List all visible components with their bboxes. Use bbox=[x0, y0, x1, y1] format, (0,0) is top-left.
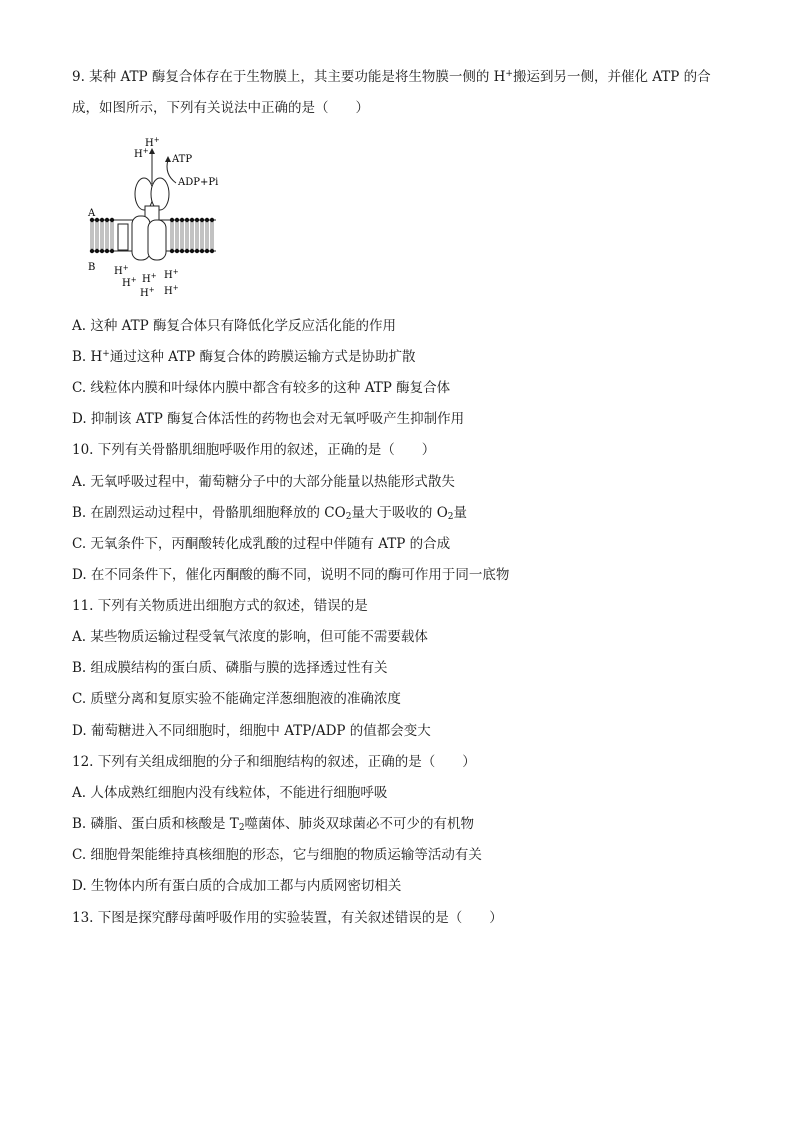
q9-option-c[interactable]: C. 线粒体内膜和叶绿体内膜中都含有较多的这种 ATP 酶复合体 bbox=[72, 380, 451, 396]
q12-option-d[interactable]: D. 生物体内所有蛋白质的合成加工都与内质网密切相关 bbox=[72, 878, 402, 894]
lipid-head bbox=[210, 218, 214, 222]
lipid-head bbox=[170, 249, 174, 253]
side-b-label: B bbox=[88, 262, 96, 273]
q11-option-c[interactable]: C. 质壁分离和复原实验不能确定洋葱细胞液的准确浓度 bbox=[72, 691, 401, 707]
q10-option-d[interactable]: D. 在不同条件下，催化丙酮酸的酶不同，说明不同的酶可作用于同一底物 bbox=[72, 567, 510, 583]
lipid-head bbox=[95, 249, 99, 253]
atp-synthase-diagram bbox=[84, 134, 224, 304]
diagram-h-top2: H+ bbox=[134, 147, 149, 160]
q12-option-c[interactable]: C. 细胞骨架能维持真核细胞的形态，它与细胞的物质运输等活动有关 bbox=[72, 847, 482, 863]
lipid-head bbox=[90, 249, 94, 253]
lipid-head bbox=[190, 249, 194, 253]
lipid-head bbox=[205, 218, 209, 222]
q13-stem: 13. 下图是探究酵母菌呼吸作用的实验装置，有关叙述错误的是（ ） bbox=[72, 910, 503, 926]
lipid-head bbox=[110, 249, 114, 253]
q9-option-d[interactable]: D. 抑制该 ATP 酶复合体活性的药物也会对无氧呼吸产生抑制作用 bbox=[72, 411, 465, 427]
q9-option-a[interactable]: A. 这种 ATP 酶复合体只有降低化学反应活化能的作用 bbox=[72, 318, 397, 334]
diagram-h-bottom3: H+ bbox=[142, 272, 157, 285]
q12-stem: 12. 下列有关组成细胞的分子和细胞结构的叙述，正确的是（ ） bbox=[72, 754, 476, 770]
q10-stem: 10. 下列有关骨骼肌细胞呼吸作用的叙述，正确的是（ ） bbox=[72, 442, 436, 458]
q12-option-a[interactable]: A. 人体成熟红细胞内没有线粒体，不能进行细胞呼吸 bbox=[72, 785, 388, 801]
q11-stem: 11. 下列有关物质进出细胞方式的叙述，错误的是 bbox=[72, 598, 368, 614]
lipid-head bbox=[95, 218, 99, 222]
lipid-head bbox=[185, 249, 189, 253]
lipid-head bbox=[105, 218, 109, 222]
q9-stem-line1: 9. 某种 ATP 酶复合体存在于生物膜上，其主要功能是将生物膜一侧的 H+搬运到另一侧，并催化 ATP 的合 bbox=[72, 69, 711, 85]
q10-option-c[interactable]: C. 无氧条件下，丙酮酸转化成乳酸的过程中伴随有 ATP 的合成 bbox=[72, 536, 451, 552]
diagram-atp-label: ATP bbox=[172, 154, 193, 165]
diagram-h-bottom4: H+ bbox=[140, 286, 155, 299]
lipid-head bbox=[170, 218, 174, 222]
diagram-h-bottom6: H+ bbox=[164, 284, 179, 297]
diagram-h-bottom5: H+ bbox=[164, 268, 179, 281]
lipid-head bbox=[200, 218, 204, 222]
q11-option-a[interactable]: A. 某些物质运输过程受氧气浓度的影响，但可能不需要载体 bbox=[72, 629, 428, 645]
lipid-head bbox=[190, 218, 194, 222]
lipid-head bbox=[210, 249, 214, 253]
lipid-head bbox=[175, 218, 179, 222]
q11-option-d[interactable]: D. 葡萄糖进入不同细胞时，细胞中 ATP/ADP 的值都会变大 bbox=[72, 723, 431, 739]
f1-head-left bbox=[135, 178, 153, 210]
lipid-head bbox=[180, 218, 184, 222]
lipid-head bbox=[205, 249, 209, 253]
q9-option-b[interactable]: B. H+通过这种 ATP 酶复合体的跨膜运输方式是协助扩散 bbox=[72, 349, 416, 365]
q9-stem-line2: 成，如图所示，下列有关说法中正确的是（ ） bbox=[72, 100, 369, 116]
atp-synthesis-arrowhead bbox=[165, 156, 171, 162]
lipid-head bbox=[105, 249, 109, 253]
diagram-adp-label: ADP+Pi bbox=[178, 177, 219, 188]
lipid-head bbox=[100, 218, 104, 222]
fo-left-subunit bbox=[132, 216, 150, 260]
lipid-head bbox=[110, 218, 114, 222]
lipid-head bbox=[195, 249, 199, 253]
side-a-label: A bbox=[88, 208, 96, 219]
diagram-h-top1: H+ bbox=[145, 136, 160, 149]
f1-head-right bbox=[151, 178, 169, 210]
lipid-head bbox=[200, 249, 204, 253]
diagram-h-bottom1: H+ bbox=[114, 264, 129, 277]
q12-option-b[interactable]: B. 磷脂、蛋白质和核酸是 $T_2$噬菌体、肺炎双球菌必不可少的有机物 bbox=[72, 816, 475, 833]
fo-side-subunit bbox=[118, 224, 128, 250]
lipid-head bbox=[185, 218, 189, 222]
lipid-head bbox=[175, 249, 179, 253]
fo-right-subunit bbox=[148, 220, 166, 260]
q10-option-b[interactable]: B. 在剧烈运动过程中，骨骼肌细胞释放的 $CO_2$量大于吸收的 $O_2$量 bbox=[72, 505, 468, 522]
q11-option-b[interactable]: B. 组成膜结构的蛋白质、磷脂与膜的选择透过性有关 bbox=[72, 660, 388, 676]
lipid-head bbox=[195, 218, 199, 222]
lipid-head bbox=[180, 249, 184, 253]
diagram-h-bottom2: H+ bbox=[122, 276, 137, 289]
lipid-head bbox=[100, 249, 104, 253]
q10-option-a[interactable]: A. 无氧呼吸过程中，葡萄糖分子中的大部分能量以热能形式散失 bbox=[72, 474, 455, 490]
